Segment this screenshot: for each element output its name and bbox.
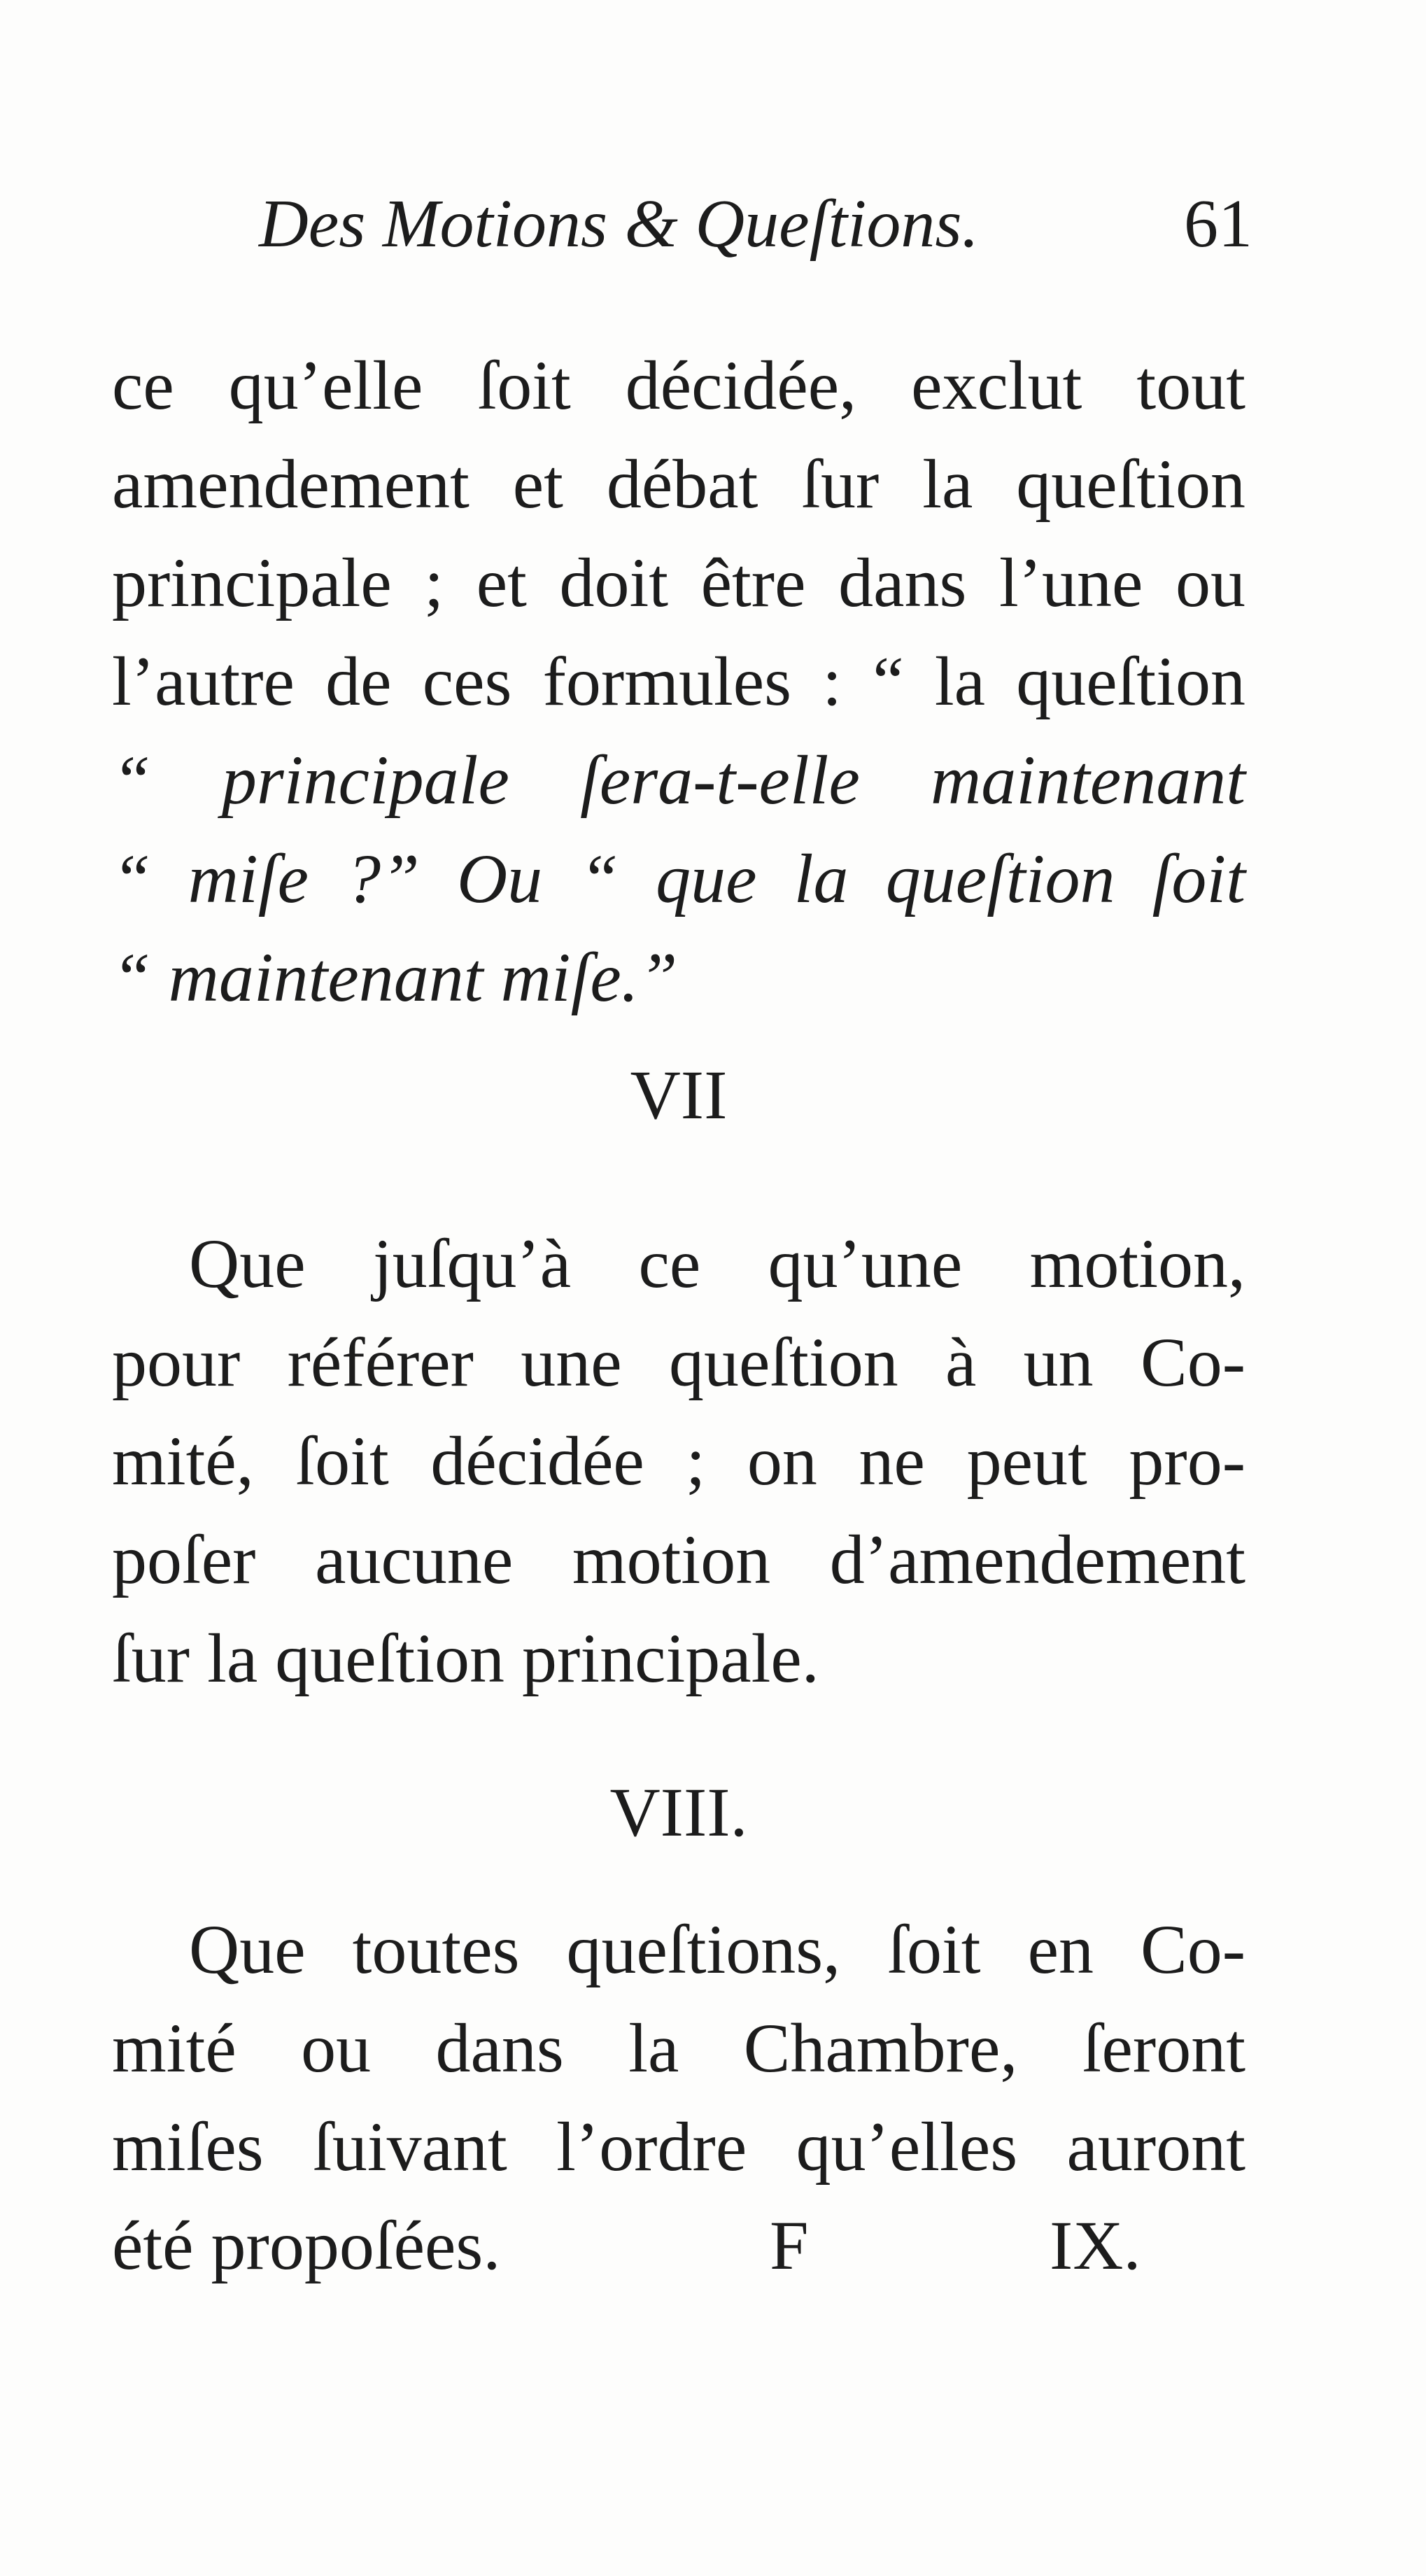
paragraph-continuation <box>112 336 1245 1027</box>
text-line: amendement et débat ſur la queſtion <box>112 445 1245 523</box>
text-line: mité, ſoit décidée ; on ne peut pro- <box>112 1422 1245 1500</box>
text-line: “ miſe ?” Ou “ que la queſtion ſoit <box>112 840 1245 917</box>
text-line: pour référer une queſtion à un Co- <box>112 1323 1245 1401</box>
signature-mark: F <box>770 2207 809 2284</box>
text-line: principale ; et doit être dans l’une ou <box>112 544 1245 621</box>
text-line: “ maintenant miſe.” <box>112 938 678 1016</box>
text-line: Que toutes queſtions, ſoit en Co- <box>189 1910 1245 1988</box>
text-line: ce qu’elle ſoit décidée, exclut tout <box>112 346 1245 424</box>
running-head <box>259 175 1252 273</box>
paragraph-viii <box>112 1900 1245 2295</box>
text-line: Que juſqu’à ce qu’une motion, <box>189 1225 1245 1302</box>
text-line: miſes ſuivant l’ordre qu’elles auront <box>112 2108 1245 2186</box>
text-line: mité ou dans la Chambre, ſeront <box>112 2009 1245 2087</box>
section-heading-viii: VIII. <box>609 1773 748 1851</box>
section-heading-vii: VII <box>630 1056 728 1134</box>
text-line: été propoſées. <box>112 2207 501 2284</box>
page-number: 61 <box>1184 186 1252 262</box>
text-line: ſur la queſtion principale. <box>112 1619 819 1697</box>
text-line: l’autre de ces formules : “ la queſtion <box>112 642 1245 720</box>
text-line: poſer aucune motion d’amendement <box>112 1521 1245 1598</box>
catchword: IX. <box>1050 2207 1141 2284</box>
text-line: “ principale ſera-t-elle maintenant <box>112 741 1245 819</box>
paragraph-vii <box>112 1214 1245 1708</box>
final-line-row <box>112 2196 1245 2295</box>
running-title: Des Motions & Queſtions. <box>259 186 979 262</box>
